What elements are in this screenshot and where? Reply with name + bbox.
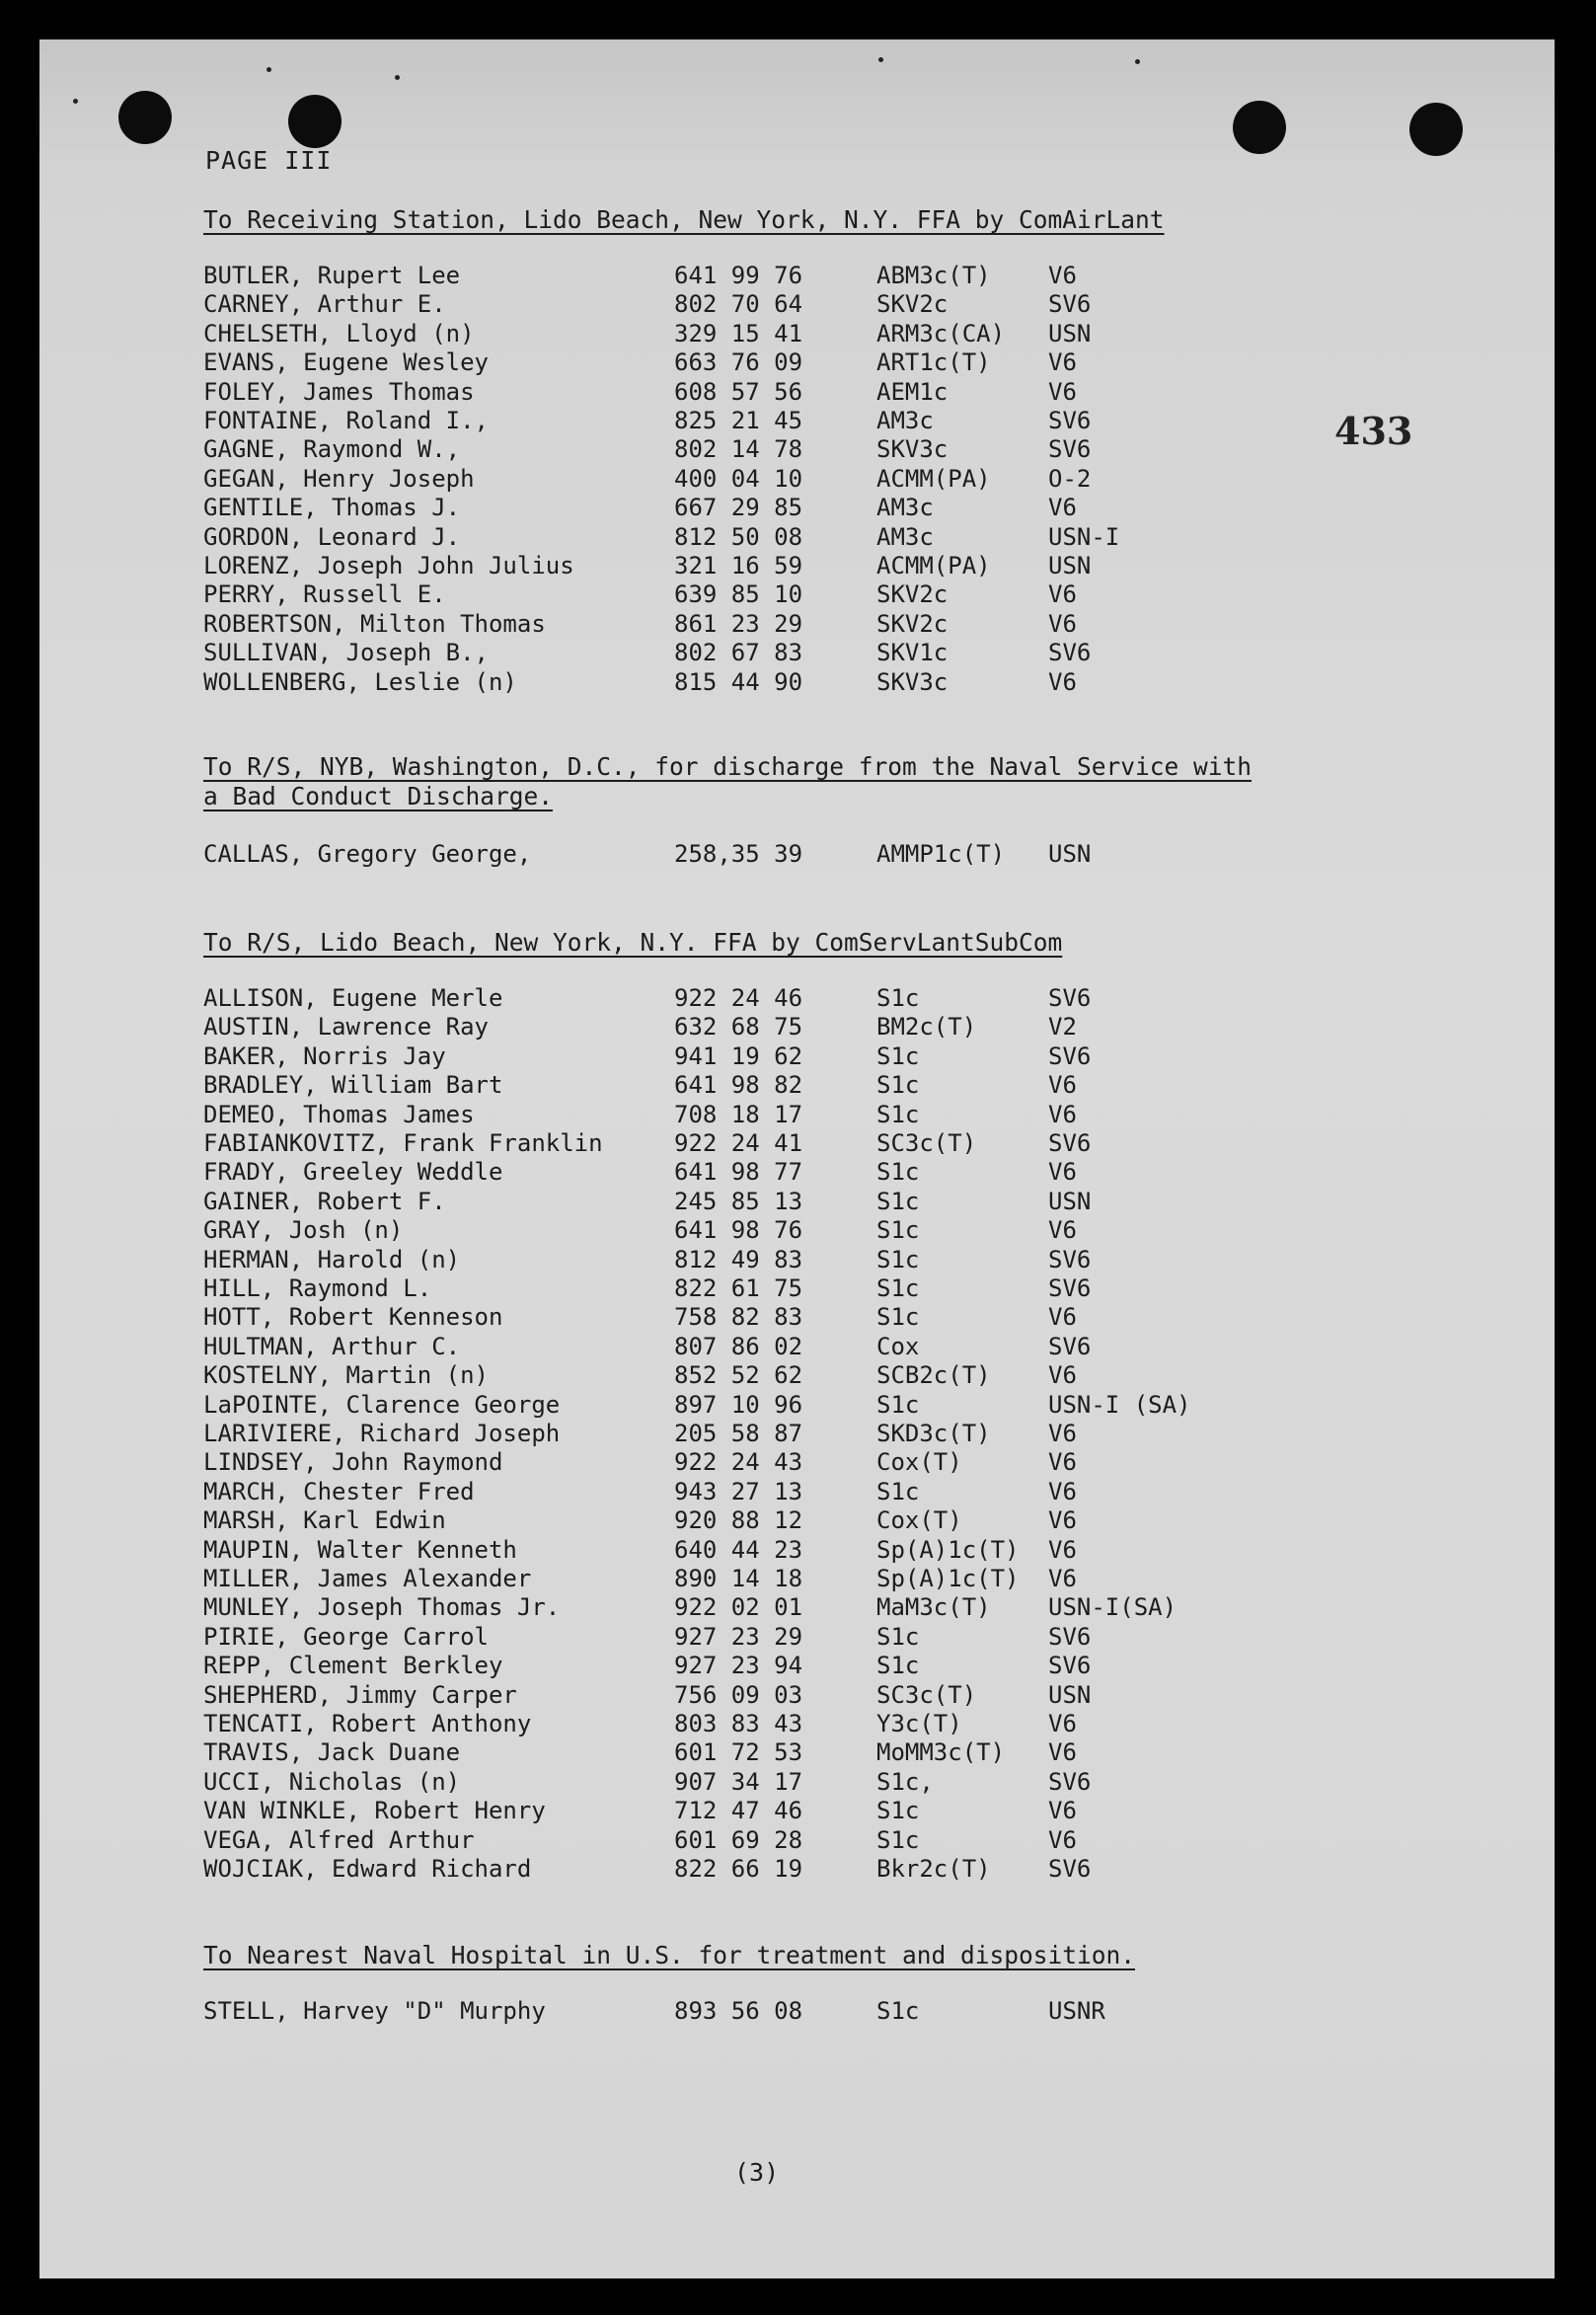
rate: Cox(T) <box>876 1506 962 1535</box>
person-name: CARNEY, Arthur E. <box>203 290 446 319</box>
service-number: 632 68 75 <box>674 1013 803 1042</box>
section-heading: a Bad Conduct Discharge. <box>203 782 554 810</box>
service-number: 812 49 83 <box>674 1245 803 1273</box>
service-number: 258,35 39 <box>674 840 803 868</box>
rate: ARM3c(CA) <box>876 319 1006 347</box>
page-number: (3) <box>734 2158 780 2187</box>
person-name: LINDSEY, John Raymond <box>203 1448 503 1477</box>
section-heading: To R/S, Lido Beach, New York, N.Y. FFA by ComServLantSubCom <box>203 928 1063 957</box>
status-class: SV6 <box>1048 984 1092 1012</box>
person-name: GAGNE, Raymond W., <box>203 435 461 464</box>
rate: SKV2c <box>876 290 949 319</box>
service-number: 245 85 13 <box>674 1187 803 1215</box>
rate: AM3c <box>876 494 934 522</box>
status-class: SV6 <box>1048 1129 1092 1157</box>
status-class: V6 <box>1048 1100 1077 1128</box>
service-number: 663 76 09 <box>674 348 803 377</box>
punch-hole <box>118 91 172 144</box>
service-number: 641 98 82 <box>674 1071 803 1100</box>
status-class: V6 <box>1048 1506 1077 1535</box>
person-name: LaPOINTE, Clarence George <box>203 1390 561 1419</box>
person-name: STELL, Harvey "D" Murphy <box>203 1997 546 2025</box>
rate: MaM3c(T) <box>876 1593 991 1622</box>
rate: SKD3c(T) <box>876 1420 991 1447</box>
status-class: USNR <box>1048 1997 1105 2025</box>
rate: SKV1c <box>876 639 949 667</box>
person-name: ALLISON, Eugene Merle <box>203 984 503 1012</box>
service-number: 812 50 08 <box>674 522 803 551</box>
service-number: 897 10 96 <box>674 1390 803 1419</box>
status-class: SV6 <box>1048 1245 1092 1273</box>
rate: MoMM3c(T) <box>876 1738 1006 1767</box>
rate: ABM3c(T) <box>876 262 991 289</box>
rate: ART1c(T) <box>876 348 991 377</box>
service-number: 815 44 90 <box>674 667 803 696</box>
rate: Y3c(T) <box>876 1710 962 1737</box>
person-name: AUSTIN, Lawrence Ray <box>203 1013 489 1042</box>
status-class: V6 <box>1048 1710 1077 1737</box>
rate: ACMM(PA) <box>876 552 991 579</box>
paper-speck <box>266 67 271 72</box>
status-class: V6 <box>1048 1216 1077 1245</box>
paper-speck <box>73 99 78 104</box>
person-name: LORENZ, Joseph John Julius <box>203 552 574 579</box>
service-number: 941 19 62 <box>674 1042 803 1070</box>
service-number: 920 88 12 <box>674 1506 803 1535</box>
rate: S1c <box>876 1390 920 1419</box>
rate: S1c <box>876 1042 920 1070</box>
rate: SC3c(T) <box>876 1129 977 1157</box>
rate: S1c <box>876 1797 920 1825</box>
service-number: 803 83 43 <box>674 1710 803 1737</box>
service-number: 601 72 53 <box>674 1738 803 1767</box>
status-class: USN <box>1048 1680 1092 1709</box>
person-name: GAINER, Robert F. <box>203 1187 446 1215</box>
status-class: USN <box>1048 552 1092 579</box>
status-class: V6 <box>1048 1071 1077 1100</box>
person-name: MILLER, James Alexander <box>203 1565 532 1592</box>
rate: S1c <box>876 1652 920 1680</box>
person-name: LARIVIERE, Richard Joseph <box>203 1420 561 1447</box>
rate: Sp(A)1c(T) <box>876 1535 1020 1564</box>
person-name: ROBERTSON, Milton Thomas <box>203 609 546 638</box>
rate: S1c <box>876 1303 920 1332</box>
status-class: USN-I <box>1048 522 1120 551</box>
service-number: 802 70 64 <box>674 290 803 319</box>
status-class: V6 <box>1048 1738 1077 1767</box>
service-number: 822 66 19 <box>674 1855 803 1883</box>
service-number: 608 57 56 <box>674 377 803 406</box>
status-class: USN <box>1048 319 1092 347</box>
person-name: PERRY, Russell E. <box>203 580 446 609</box>
status-class: V6 <box>1048 580 1077 609</box>
rate: SKV3c <box>876 667 949 696</box>
person-name: CHELSETH, Lloyd (n) <box>203 319 475 347</box>
person-name: HULTMAN, Arthur C. <box>203 1332 461 1360</box>
person-name: GRAY, Josh (n) <box>203 1216 404 1245</box>
service-number: 927 23 94 <box>674 1652 803 1680</box>
person-name: PIRIE, George Carrol <box>203 1622 489 1651</box>
status-class: SV6 <box>1048 290 1092 319</box>
person-name: BUTLER, Rupert Lee <box>203 262 461 289</box>
rate: S1c <box>876 1274 920 1302</box>
rate: S1c <box>876 1997 920 2025</box>
person-name: BAKER, Norris Jay <box>203 1042 446 1070</box>
service-number: 893 56 08 <box>674 1997 803 2025</box>
status-class: O-2 <box>1048 464 1092 493</box>
punch-hole <box>1233 101 1286 154</box>
service-number: 922 24 43 <box>674 1448 803 1477</box>
status-class: V6 <box>1048 1303 1077 1332</box>
section-heading: To Receiving Station, Lido Beach, New York, N.Y. FFA by ComAirLant <box>203 205 1165 234</box>
status-class: V6 <box>1048 1797 1077 1825</box>
person-name: VAN WINKLE, Robert Henry <box>203 1797 546 1825</box>
status-class: V6 <box>1048 667 1077 696</box>
service-number: 321 16 59 <box>674 552 803 579</box>
status-class: V6 <box>1048 348 1077 377</box>
rate: Cox(T) <box>876 1448 962 1477</box>
status-class: V6 <box>1048 1825 1077 1854</box>
service-number: 758 82 83 <box>674 1303 803 1332</box>
service-number: 807 86 02 <box>674 1332 803 1360</box>
status-class: USN <box>1048 1187 1092 1215</box>
status-class: SV6 <box>1048 1855 1092 1883</box>
service-number: 943 27 13 <box>674 1477 803 1505</box>
person-name: BRADLEY, William Bart <box>203 1071 503 1100</box>
paper-speck <box>395 75 400 80</box>
punch-hole <box>288 95 342 148</box>
rate: Bkr2c(T) <box>876 1855 991 1883</box>
status-class: SV6 <box>1048 1042 1092 1070</box>
person-name: MARSH, Karl Edwin <box>203 1506 446 1535</box>
service-number: 890 14 18 <box>674 1565 803 1592</box>
service-number: 756 09 03 <box>674 1680 803 1709</box>
service-number: 329 15 41 <box>674 319 803 347</box>
rate: S1c <box>876 1187 920 1215</box>
rate: S1c <box>876 1071 920 1100</box>
person-name: TRAVIS, Jack Duane <box>203 1738 461 1767</box>
person-name: MARCH, Chester Fred <box>203 1477 475 1505</box>
status-class: SV6 <box>1048 639 1092 667</box>
rate: SKV2c <box>876 580 949 609</box>
service-number: 802 67 83 <box>674 639 803 667</box>
section-heading: To R/S, NYB, Washington, D.C., for discharge from the Naval Service with <box>203 752 1253 781</box>
person-name: TENCATI, Robert Anthony <box>203 1710 532 1737</box>
service-number: 205 58 87 <box>674 1420 803 1447</box>
status-class: V6 <box>1048 1361 1077 1390</box>
rate: ACMM(PA) <box>876 464 991 493</box>
status-class: V6 <box>1048 1477 1077 1505</box>
stamp-number: 433 <box>1334 409 1413 453</box>
status-class: USN-I(SA) <box>1048 1593 1178 1622</box>
rate: AM3c <box>876 407 934 434</box>
status-class: V6 <box>1048 1420 1077 1447</box>
service-number: 922 02 01 <box>674 1593 803 1622</box>
rate: S1c <box>876 1622 920 1651</box>
person-name: WOJCIAK, Edward Richard <box>203 1855 532 1883</box>
rate: S1c <box>876 1100 920 1128</box>
rate: Sp(A)1c(T) <box>876 1565 1020 1592</box>
rate: S1c <box>876 1245 920 1273</box>
service-number: 907 34 17 <box>674 1767 803 1796</box>
service-number: 927 23 29 <box>674 1622 803 1651</box>
person-name: GORDON, Leonard J. <box>203 522 461 551</box>
paper-speck <box>1135 59 1140 64</box>
service-number: 708 18 17 <box>674 1100 803 1128</box>
rate: S1c <box>876 984 920 1012</box>
service-number: 822 61 75 <box>674 1274 803 1302</box>
service-number: 802 14 78 <box>674 435 803 464</box>
status-class: V6 <box>1048 377 1077 406</box>
status-class: V6 <box>1048 1448 1077 1477</box>
rate: S1c <box>876 1216 920 1245</box>
person-name: HILL, Raymond L. <box>203 1274 432 1302</box>
service-number: 922 24 41 <box>674 1129 803 1157</box>
person-name: GENTILE, Thomas J. <box>203 494 461 522</box>
service-number: 667 29 85 <box>674 494 803 522</box>
service-number: 400 04 10 <box>674 464 803 493</box>
rate: S1c, <box>876 1767 934 1796</box>
status-class: V2 <box>1048 1013 1077 1042</box>
status-class: USN <box>1048 840 1092 868</box>
person-name: DEMEO, Thomas James <box>203 1100 475 1128</box>
service-number: 861 23 29 <box>674 609 803 638</box>
rate: AMMP1c(T) <box>876 840 1006 868</box>
service-number: 640 44 23 <box>674 1535 803 1564</box>
person-name: SULLIVAN, Joseph B., <box>203 639 489 667</box>
person-name: FABIANKOVITZ, Frank Franklin <box>203 1129 603 1157</box>
service-number: 641 98 77 <box>674 1158 803 1187</box>
status-class: V6 <box>1048 1565 1077 1592</box>
rate: SCB2c(T) <box>876 1361 991 1390</box>
status-class: SV6 <box>1048 1652 1092 1680</box>
service-number: 639 85 10 <box>674 580 803 609</box>
service-number: 641 98 76 <box>674 1216 803 1245</box>
status-class: V6 <box>1048 262 1077 289</box>
person-name: EVANS, Eugene Wesley <box>203 348 489 377</box>
person-name: VEGA, Alfred Arthur <box>203 1825 475 1854</box>
person-name: MUNLEY, Joseph Thomas Jr. <box>203 1593 561 1622</box>
person-name: CALLAS, Gregory George, <box>203 840 532 868</box>
status-class: SV6 <box>1048 1767 1092 1796</box>
rate: AM3c <box>876 522 934 551</box>
page-label: PAGE III <box>205 146 333 175</box>
rate: SKV2c <box>876 609 949 638</box>
status-class: SV6 <box>1048 407 1092 434</box>
person-name: HOTT, Robert Kenneson <box>203 1303 503 1332</box>
paper-speck <box>878 57 883 62</box>
person-name: FONTAINE, Roland I., <box>203 407 489 434</box>
status-class: USN-I (SA) <box>1048 1390 1191 1419</box>
rate: S1c <box>876 1477 920 1505</box>
status-class: SV6 <box>1048 435 1092 464</box>
service-number: 852 52 62 <box>674 1361 803 1390</box>
rate: S1c <box>876 1825 920 1854</box>
service-number: 641 99 76 <box>674 262 803 289</box>
person-name: WOLLENBERG, Leslie (n) <box>203 667 517 696</box>
service-number: 601 69 28 <box>674 1825 803 1854</box>
service-number: 825 21 45 <box>674 407 803 434</box>
rate: SKV3c <box>876 435 949 464</box>
person-name: GEGAN, Henry Joseph <box>203 464 475 493</box>
person-name: REPP, Clement Berkley <box>203 1652 503 1680</box>
status-class: SV6 <box>1048 1622 1092 1651</box>
service-number: 922 24 46 <box>674 984 803 1012</box>
punch-hole <box>1409 103 1463 156</box>
service-number: 712 47 46 <box>674 1797 803 1825</box>
person-name: MAUPIN, Walter Kenneth <box>203 1535 517 1564</box>
section-heading: To Nearest Naval Hospital in U.S. for treatment and disposition. <box>203 1941 1136 1969</box>
status-class: SV6 <box>1048 1274 1092 1302</box>
status-class: V6 <box>1048 1535 1077 1564</box>
status-class: SV6 <box>1048 1332 1092 1360</box>
status-class: V6 <box>1048 1158 1077 1187</box>
rate: SC3c(T) <box>876 1680 977 1709</box>
status-class: V6 <box>1048 609 1077 638</box>
rate: BM2c(T) <box>876 1013 977 1042</box>
person-name: UCCI, Nicholas (n) <box>203 1767 461 1796</box>
rate: Cox <box>876 1332 920 1360</box>
person-name: HERMAN, Harold (n) <box>203 1245 461 1273</box>
status-class: V6 <box>1048 494 1077 522</box>
rate: AEM1c <box>876 377 949 406</box>
person-name: KOSTELNY, Martin (n) <box>203 1361 489 1390</box>
person-name: SHEPHERD, Jimmy Carper <box>203 1680 517 1709</box>
person-name: FRADY, Greeley Weddle <box>203 1158 503 1187</box>
rate: S1c <box>876 1158 920 1187</box>
person-name: FOLEY, James Thomas <box>203 377 475 406</box>
